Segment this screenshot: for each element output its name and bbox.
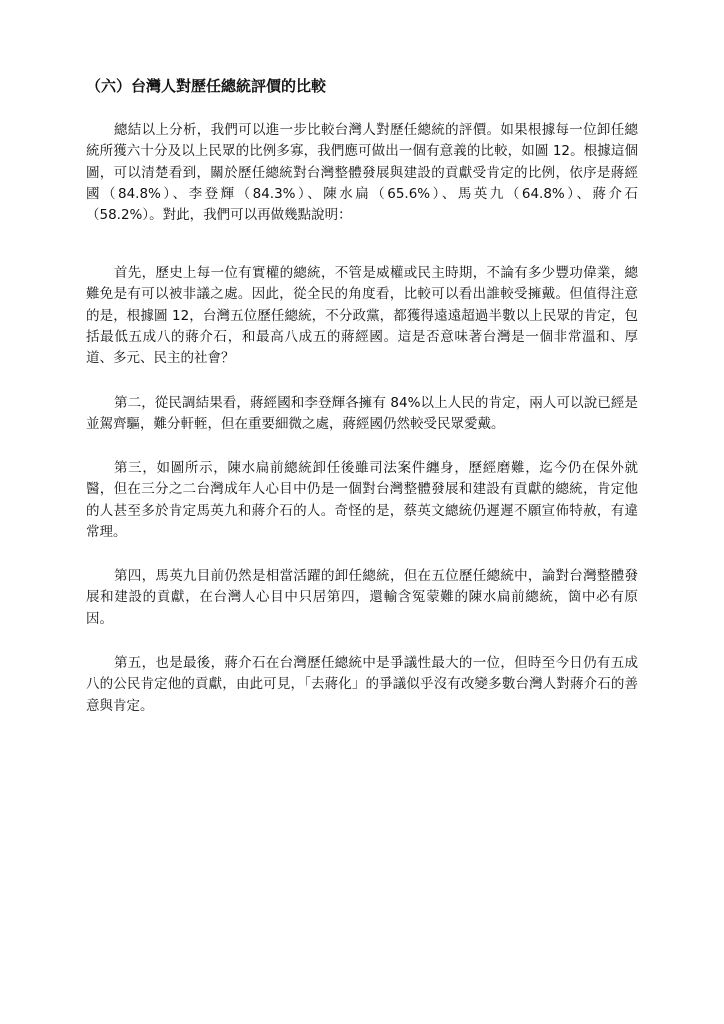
paragraph-fifth-point: 第五，也是最後，蔣介石在台灣歷任總統中是爭議性最大的一位，但時至今日仍有五成八的公民肯定他的貢獻，由此可見，「去蔣化」的爭議似乎沒有改變多數台灣人對蔣介石的善意與肯定。: [86, 655, 638, 714]
paragraph-fourth-point: 第四，馬英九目前仍然是相當活躍的卸任總統，但在五位歷任總統中，論對台灣整體發展和建設的貢獻，在台灣人心目中只居第四，還輸含冤蒙難的陳水扁前總統，箇中必有原因。: [86, 568, 638, 627]
paragraph-third-point: 第三，如圖所示，陳水扁前總統卸任後雖司法案件纏身，歷經磨難，迄今仍在保外就醫，但在三分之二台灣成年人心目中仍是一個對台灣整體發展和建設有貢獻的總統，肯定他的人甚至多於肯定馬英九和蔣介石的人。奇怪的是，蔡英文總統仍遲遲不願宣佈特赦，有違常理。: [86, 460, 638, 540]
paragraph-summary: 總結以上分析，我們可以進一步比較台灣人對歷任總統的評價。如果根據每一位卸任總統所獲六十分及以上民眾的比例多寡，我們應可做出一個有意義的比較，如圖 12。根據這個圖，可以清楚看到，關於歷任總統對台灣整體發展與建設的貢獻受肯定的比例，依序是蔣經國（84.8%）、李登輝（84.3%）、陳水扁（65.6%）、馬英九（64.8%）、蔣介石（58.2%）。對此，我們可以再做幾點說明：: [86, 122, 638, 224]
section-title: （六）台灣人對歷任總統評價的比較: [86, 77, 327, 95]
paragraph-second-point: 第二，從民調結果看，蔣經國和李登輝各擁有 84%以上人民的肯定，兩人可以說已經是並駕齊驅，難分軒輊，但在重要細微之處，蔣經國仍然較受民眾愛戴。: [86, 395, 638, 433]
paragraph-first-point: 首先，歷史上每一位有實權的總統，不管是威權或民主時期，不論有多少豐功偉業，總難免是有可以被非議之處。因此，從全民的角度看，比較可以看出誰較受擁戴。但值得注意的是，根據圖 12，台灣五位歷任總統，不分政黨，都獲得遠遠超過半數以上民眾的肯定，包括最低五成八的蔣介石，和最高八成五的蔣經國。這是否意味著台灣是一個非常溫和、厚道、多元、民主的社會？: [86, 265, 638, 367]
